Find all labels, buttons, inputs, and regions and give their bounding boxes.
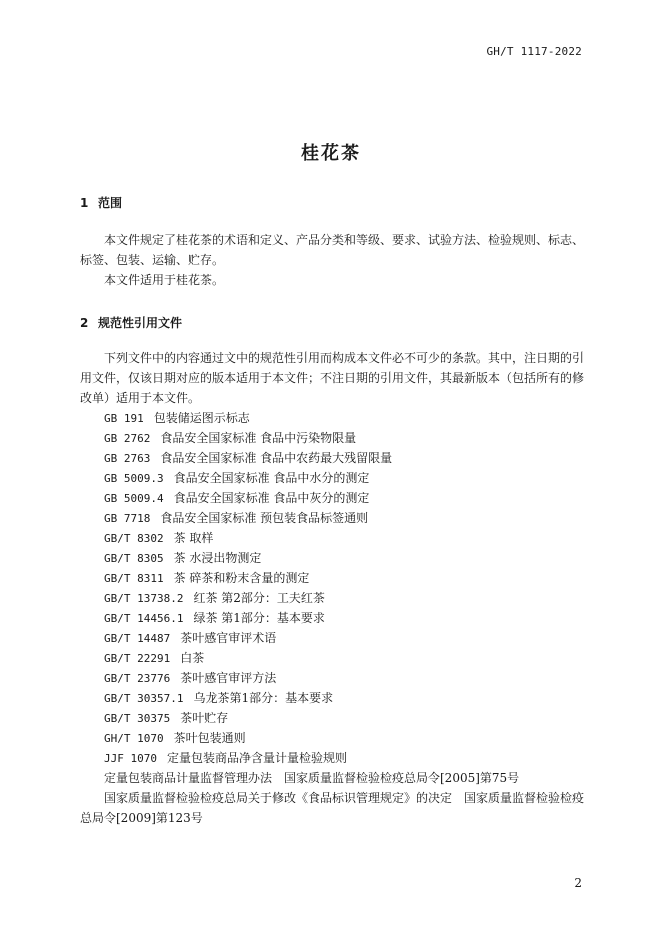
reference-item (80, 548, 584, 568)
reference-item (80, 748, 584, 768)
reference-title: 包装储运图示标志 (153, 411, 250, 425)
reference-title: 茶 碎茶和粉末含量的测定 (173, 571, 310, 585)
section-number: 1 (80, 196, 89, 210)
reference-code: GB 5009.3 (104, 472, 164, 485)
reference-title: 定量包装商品净含量计量检验规则 (166, 751, 347, 765)
reference-code: GB/T 30357.1 (104, 692, 184, 705)
section-title: 范围 (98, 196, 123, 210)
reference-list (80, 408, 584, 828)
reference-item (80, 408, 584, 428)
reference-item (80, 708, 584, 728)
page-number: 2 (574, 876, 582, 890)
reference-item (80, 508, 584, 528)
reference-code: GB/T 13738.2 (104, 592, 184, 605)
regulation-item: 国家质量监督检验检疫总局关于修改《食品标识管理规定》的决定 国家质量监督检验检疫总局令[2009]第123号 (80, 791, 585, 825)
reference-title: 绿茶 第1部分：基本要求 (193, 611, 325, 625)
reference-item (80, 528, 584, 548)
reference-title: 茶叶包装通则 (173, 731, 246, 745)
reference-code: GB 191 (104, 412, 144, 425)
reference-code: GB/T 30375 (104, 712, 171, 725)
reference-code: JJF 1070 (104, 752, 157, 765)
reference-title: 白茶 (180, 651, 205, 665)
reference-code: GB/T 8311 (104, 572, 164, 585)
reference-code: GH/T 1070 (104, 732, 164, 745)
reference-code: GB 7718 (104, 512, 151, 525)
scope-applicability: 本文件适用于桂花茶。 (104, 273, 225, 287)
reference-item (80, 568, 584, 588)
reference-title: 食品安全国家标准 食品中农药最大残留限量 (160, 451, 393, 465)
reference-code: GB 2763 (104, 452, 151, 465)
section-heading-normative-references (80, 314, 182, 331)
scope-paragraph: 本文件规定了桂花茶的术语和定义、产品分类和等级、要求、试验方法、检验规则、标志、标签、包装、运输、贮存。 (80, 233, 585, 267)
reference-title: 食品安全国家标准 预包装食品标签通则 (160, 511, 369, 525)
section-title: 规范性引用文件 (98, 316, 183, 330)
reference-item (80, 648, 584, 668)
reference-code: GB/T 22291 (104, 652, 171, 665)
references-intro-paragraph: 下列文件中的内容通过文中的规范性引用而构成本文件必不可少的条款。其中，注日期的引用文件，仅该日期对应的版本适用于本文件；不注日期的引用文件，其最新版本（包括所有的修改单）适用于本文件。 (80, 351, 585, 405)
reference-item (80, 468, 584, 488)
reference-title: 茶叶感官审评术语 (180, 631, 277, 645)
reference-item (80, 688, 584, 708)
reference-item (80, 668, 584, 688)
reference-title: 食品安全国家标准 食品中水分的测定 (173, 471, 370, 485)
reference-code: GB/T 14487 (104, 632, 171, 645)
reference-item (80, 428, 584, 448)
reference-item (80, 588, 584, 608)
reference-code: GB/T 8302 (104, 532, 164, 545)
reference-code: GB/T 14456.1 (104, 612, 184, 625)
standard-code: GH/T 1117-2022 (486, 45, 582, 58)
reference-title: 乌龙茶第1部分：基本要求 (193, 691, 334, 705)
reference-item (80, 488, 584, 508)
reference-title: 红茶 第2部分：工夫红茶 (193, 591, 325, 605)
section-number: 2 (80, 316, 89, 330)
reference-item (80, 608, 584, 628)
reference-code: GB 2762 (104, 432, 151, 445)
reference-code: GB 5009.4 (104, 492, 164, 505)
reference-title: 茶 取样 (173, 531, 214, 545)
reference-title: 茶叶贮存 (180, 711, 229, 725)
reference-item (80, 448, 584, 468)
regulation-item: 定量包装商品计量监督管理办法 国家质量监督检验检疫总局令[2005]第75号 (104, 771, 520, 785)
reference-title: 茶叶感官审评方法 (180, 671, 277, 685)
reference-title: 食品安全国家标准 食品中污染物限量 (160, 431, 357, 445)
reference-code: GB/T 8305 (104, 552, 164, 565)
reference-title: 食品安全国家标准 食品中灰分的测定 (173, 491, 370, 505)
reference-title: 茶 水浸出物测定 (173, 551, 262, 565)
document-title: 桂花茶 (301, 143, 361, 164)
reference-item (80, 728, 584, 748)
section-heading-scope (80, 194, 122, 211)
reference-code: GB/T 23776 (104, 672, 171, 685)
reference-item (80, 628, 584, 648)
